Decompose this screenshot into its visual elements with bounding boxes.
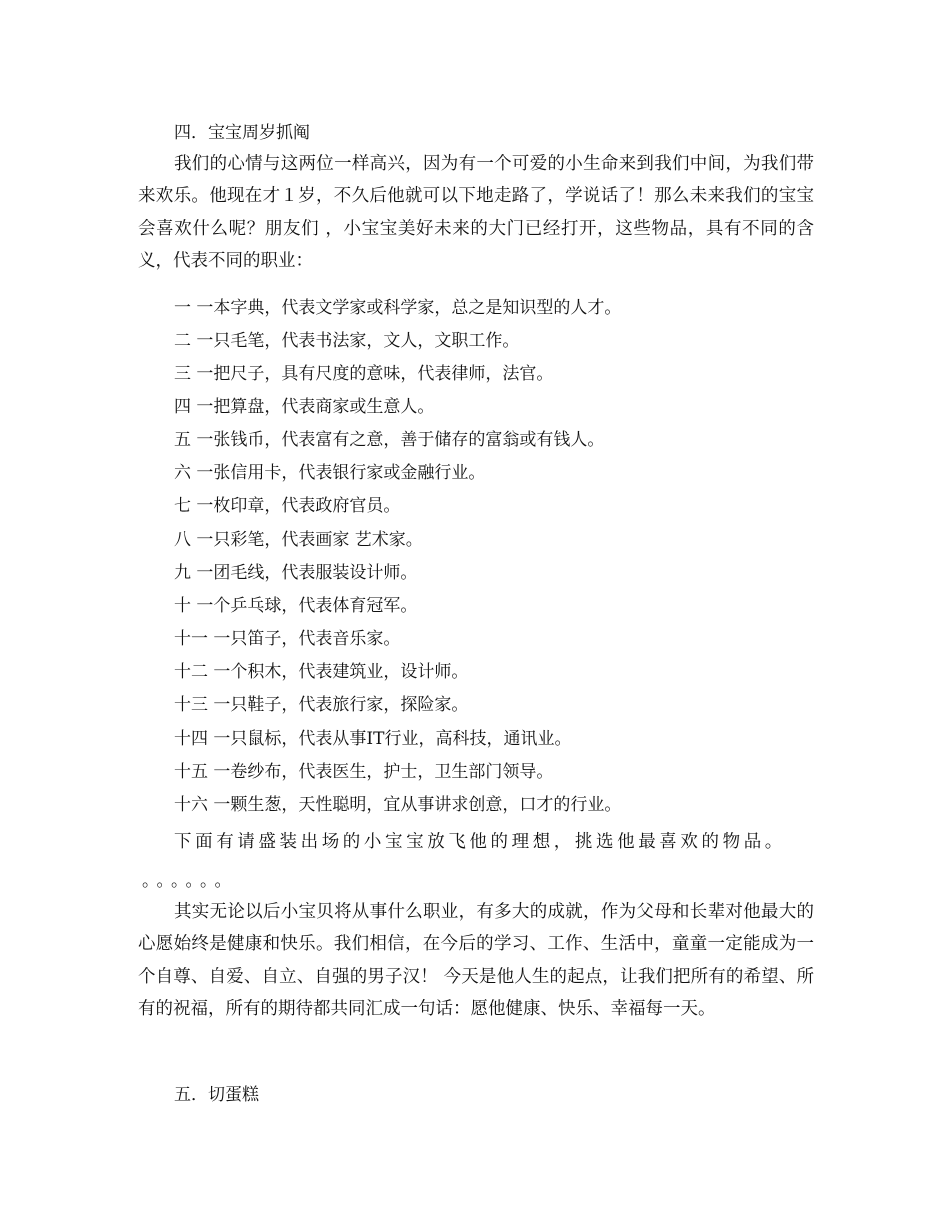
list-item: 十六 一颗生葱，天性聪明，宜从事讲求创意，口才的行业。	[174, 795, 622, 815]
section-4-heading: 四．宝宝周岁抓阄	[174, 123, 310, 143]
list-item: 四 一把算盘，代表商家或生意人。	[174, 397, 435, 417]
list-item: 一 一本字典，代表文学家或科学家，总之是知识型的人才。	[174, 298, 622, 318]
section-5-heading: 五．切蛋糕	[174, 1085, 259, 1105]
list-item: 二 一只毛笔，代表书法家，文人，文职工作。	[174, 331, 520, 351]
list-item: 十三 一只鞋子，代表旅行家，探险家。	[174, 695, 469, 715]
list-item: 五 一张钱币，代表富有之意，善于储存的富翁或有钱人。	[174, 430, 605, 450]
list-item: 三 一把尺子，具有尺度的意味，代表律师，法官。	[174, 364, 554, 384]
list-item: 九 一团毛线，代表服装设计师。	[174, 563, 418, 583]
list-item: 十二 一个积木，代表建筑业，设计师。	[174, 662, 469, 682]
list-item: 六 一张信用卡，代表银行家或金融行业。	[174, 463, 486, 483]
ellipsis-dots: 。。。。。。	[142, 871, 238, 891]
list-item: 七 一枚印章，代表政府官员。	[174, 496, 401, 516]
section-4-intro-paragraph: 我们的心情与这两位一样高兴，因为有一个可爱的小生命来到我们中间，为我们带来欢乐。他现在才１岁，不久后他就可以下地走路了，学说话了！那么未来我们的宝宝会喜欢什么呢？朋友们 ，小宝宝美好未来的大门已经打开，这些物品，具有不同的含义，代表不同的职业：	[138, 154, 814, 271]
list-item: 十 一个乒乓球，代表体育冠军。	[174, 596, 418, 616]
list-item: 十一 一只笛子，代表音乐家。	[174, 629, 401, 649]
invite-sentence: 下面有请盛装出场的小宝宝放飞他的理想，挑选他最喜欢的物品。	[174, 832, 786, 852]
list-item: 十四 一只鼠标，代表从事IT行业，高科技，通讯业。	[174, 729, 572, 749]
closing-paragraph: 其实无论以后小宝贝将从事什么职业，有多大的成就，作为父母和长辈对他最大的心愿始终是健康和快乐。我们相信，在今后的学习、工作、生活中，童童一定能成为一个自尊、自爱、自立、自强的男子汉！ 今天是他人生的起点，让我们把所有的希望、所有的祝福，所有的期待都共同汇成一句话：愿他健康、快乐、幸福每一天。	[138, 902, 814, 1019]
list-item: 八 一只彩笔，代表画家 艺术家。	[174, 530, 423, 550]
list-item: 十五 一卷纱布，代表医生，护士，卫生部门领导。	[174, 762, 554, 782]
